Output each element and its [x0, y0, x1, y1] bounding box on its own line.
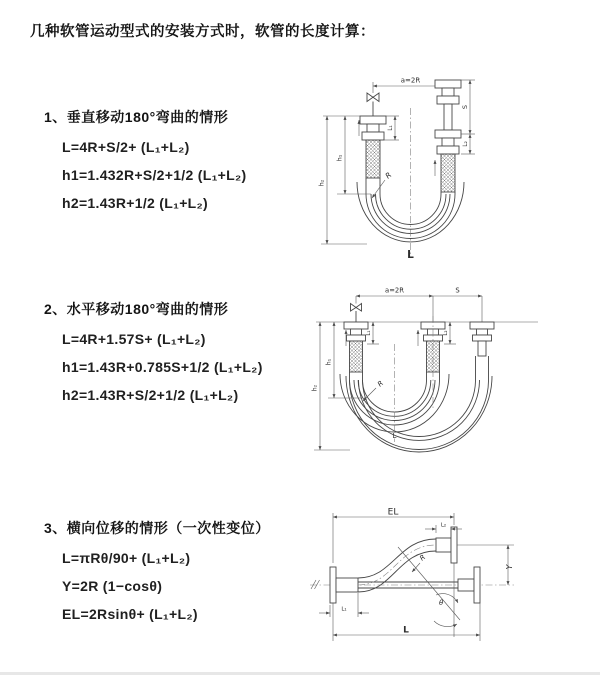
valve-icon: [351, 296, 362, 322]
valve-icon: [367, 82, 379, 116]
length-label: L: [392, 432, 397, 440]
left-flange: [330, 567, 358, 603]
top-flange: [436, 527, 457, 563]
dim-el: [333, 508, 454, 564]
section-1-formula-h2: h2=1.43R+1/2 (L₁+L₂): [62, 195, 209, 211]
dim-l2-label: L₂: [463, 141, 469, 147]
radius-label: R: [383, 170, 394, 181]
radius-label: R: [376, 379, 386, 389]
radius-callout: [363, 379, 385, 401]
section-2-formula-h1: h1=1.43R+0.785S+1/2 (L₁+L₂): [62, 359, 263, 375]
dim-l-label: L: [403, 625, 409, 636]
section-3-formula-EL: EL=2Rsinθ+ (L₁+L₂): [62, 606, 198, 622]
diagram-lateral-displacement: [308, 505, 548, 650]
section-3-formula-Y: Y=2R (1−cosθ): [62, 578, 163, 594]
right-pipe-fitting: [470, 322, 494, 356]
section-2-heading: 2、水平移动180°弯曲的情形: [44, 301, 229, 317]
diagram-vertical-u-bend: [315, 72, 540, 264]
dim-s-label: S: [455, 286, 460, 295]
section-vertical-movement: [44, 107, 247, 211]
diagram-horizontal-u-bend: [310, 284, 545, 472]
left-pipe-fitting: [344, 322, 368, 372]
section-lateral-displacement: [44, 518, 270, 622]
break-mark-icon: [311, 580, 320, 589]
page-title: 几种软管运动型式的安装方式时，软管的长度计算：: [30, 24, 375, 40]
s-curve-hose: [358, 539, 436, 592]
u-bend-position-2: [346, 356, 492, 452]
section-horizontal-movement: [44, 299, 263, 403]
length-label: L: [407, 249, 414, 261]
dim-l1: [319, 593, 369, 617]
dim-s-l2: [461, 80, 475, 154]
right-pipe-fitting: [435, 80, 461, 192]
left-pipe-fitting: [360, 116, 386, 178]
section-2-formula-L: L=4R+1.57S+ (L₁+L₂): [62, 331, 206, 347]
section-3-formula-L: L=πRθ/90+ (L₁+L₂): [62, 550, 191, 566]
dim-h1-label: h₁: [335, 154, 344, 162]
dim-l2-label: L₂: [440, 522, 447, 529]
dim-a2r-s: [356, 287, 482, 323]
dim-h1-label: h₁: [325, 358, 333, 366]
section-1-heading: 1、垂直移动180°弯曲的情形: [44, 109, 229, 125]
dim-l1-label: L₁: [388, 125, 394, 131]
dim-el-label: EL: [387, 507, 399, 518]
dim-l2-label: L₂: [443, 330, 449, 336]
dim-a2r-label: a=2R: [400, 76, 421, 85]
angle-theta: [434, 594, 458, 627]
dim-y-label: Y: [505, 564, 514, 570]
right-braided-hose: [441, 154, 455, 192]
dim-h2-label: h₂: [311, 384, 319, 392]
left-braided-hose: [366, 140, 380, 178]
section-1-formula-L: L=4R+S/2+ (L₁+L₂): [62, 139, 190, 155]
dim-h2-label: h₂: [317, 179, 326, 187]
dim-s-label: S: [461, 104, 469, 110]
dim-a2r-label: a=2R: [385, 286, 404, 295]
left-braided-hose: [350, 341, 363, 372]
dim-l1-label: L₁: [341, 606, 347, 613]
section-1-formula-h1: h1=1.432R+S/2+1/2 (L₁+L₂): [62, 167, 247, 183]
section-2-formula-h2: h2=1.43R+S/2+1/2 (L₁+L₂): [62, 387, 239, 403]
dim-l: [333, 603, 480, 641]
angle-theta-label: θ: [439, 599, 444, 607]
section-3-heading: 3、横向位移的情形（一次性变位）: [44, 520, 270, 536]
dim-l1-label: L₁: [366, 330, 372, 336]
radius-label: R: [418, 553, 428, 563]
